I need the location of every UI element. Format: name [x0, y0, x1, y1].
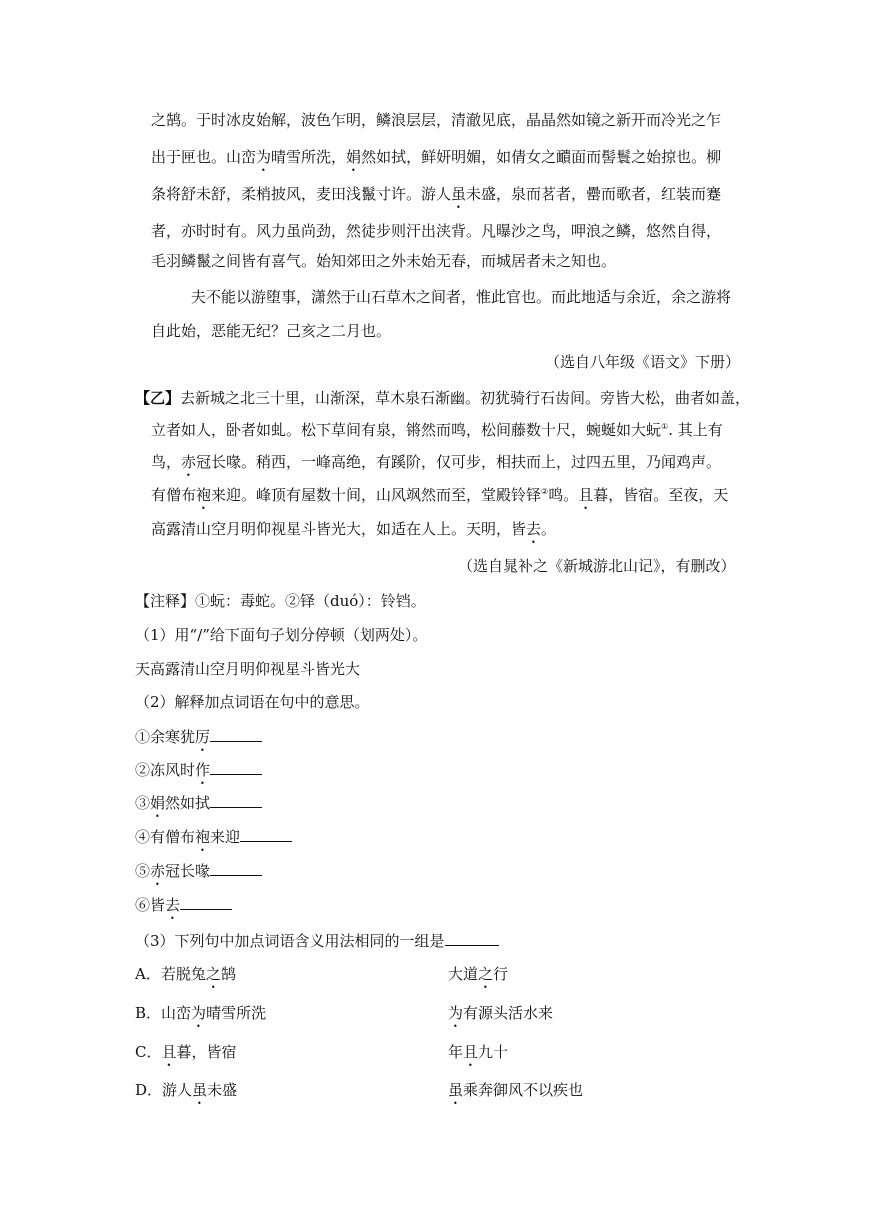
passage-jia-line [151, 184, 721, 212]
source-citation: （选自晁补之《新城游北山记》，有删改） [458, 557, 736, 575]
text-segment: 年 [448, 1043, 464, 1061]
dotted-word: 虽 [451, 185, 467, 203]
text-segment: 九十 [478, 1043, 509, 1061]
text-segment: 皆 [150, 896, 166, 914]
item-number: ⑥ [135, 896, 151, 914]
dotted-word: 为 [191, 1004, 207, 1022]
passage-jia-para2: 自此始，恶能无纪？己亥之二月也。 [151, 322, 392, 340]
dotted-word: 赤 [181, 453, 197, 471]
dotted-word: 虽 [448, 1081, 464, 1099]
passage-yi-line [151, 519, 556, 547]
dotted-word: 袍 [195, 828, 211, 846]
item-number: ⑤ [135, 862, 151, 880]
text-segment: 条将舒未舒，柔梢披风，麦田浅鬣寸许。游人 [151, 185, 452, 203]
answer-blank[interactable] [180, 895, 232, 910]
item-number: ③ [135, 794, 151, 812]
text-segment: 未盛 [207, 1081, 238, 1099]
text-segment: 若脱兔 [160, 965, 206, 983]
text-segment: 乘奔御风不以疾也 [463, 1081, 584, 1099]
passage-yi-line [151, 420, 723, 440]
dotted-word: 且 [161, 1043, 177, 1061]
text-segment: 有源头活水来 [463, 1004, 554, 1022]
item-number: ② [135, 761, 151, 779]
option-d[interactable] [135, 1080, 655, 1108]
passage-jia-line [151, 147, 721, 175]
text-segment: 来迎 [210, 828, 241, 846]
option-letter: D． [135, 1081, 163, 1099]
item-number: ④ [135, 828, 151, 846]
dotted-word: 虽 [192, 1081, 208, 1099]
answer-blank[interactable] [240, 827, 292, 842]
option-letter: B． [135, 1004, 162, 1022]
question-1-sentence: 天高露清山空月明仰视星斗皆光大 [135, 660, 361, 678]
text-segment: 暮，皆宿 [176, 1043, 237, 1061]
dotted-word: 娟 [346, 148, 362, 166]
passage-yi-line [151, 485, 728, 513]
text-segment: . 其上有 [668, 421, 723, 439]
passage-yi-line [135, 388, 750, 408]
passage-jia-para2: 夫不能以游堕事，潇然于山石草木之间者，惟此官也。而此地适与余近，余之游将 [191, 288, 732, 306]
text-segment: 冠长喙 [165, 862, 211, 880]
option-right-phrase [448, 1080, 583, 1108]
text-segment: 未盛，泉而茗者，罍而歌者，红装而蹇 [466, 185, 722, 203]
vocab-item [135, 760, 262, 788]
dotted-word: 娟 [150, 794, 166, 812]
text-segment: 去新城之北三十里，山渐深，草木泉石渐幽。初犹骑行石齿间。旁皆大松，曲者如盖， [180, 389, 751, 407]
option-a[interactable] [135, 964, 655, 992]
question-3-prompt [135, 931, 499, 951]
text-segment: 然如拭，鲜妍明媚，如倩女之靧面而髻鬟之始掠也。柳 [361, 148, 722, 166]
text-segment: 晴雪所洗， [271, 148, 347, 166]
text-segment: 有僧布 [150, 828, 196, 846]
dotted-word: 去 [165, 896, 181, 914]
dotted-word: 去 [526, 520, 542, 538]
text-segment: 山峦 [161, 1004, 192, 1022]
annotation-notes: 【注释】①蚖：毒蛇。②铎（duó）：铃铛。 [135, 592, 426, 610]
text-segment: 。 [541, 520, 557, 538]
dotted-word: 作 [195, 761, 211, 779]
dotted-word: 之 [205, 965, 221, 983]
text-segment: 晴雪所洗 [206, 1004, 267, 1022]
text-segment: 立者如人，卧者如虬。松下草间有泉，锵然而鸣，松间藤数十尺，蜿蜒如大蚖 [151, 421, 662, 439]
prompt-text: （3）下列句中加点词语含义用法相同的一组是 [135, 932, 445, 950]
text-segment: 冠长喙。稍西，一峰高绝，有蹊阶，仅可步，相扶而上，过四五里，乃闻鸡声。 [196, 453, 722, 471]
item-number: ① [135, 728, 151, 746]
footnote-marker: ① [661, 422, 669, 431]
text-segment: 然如拭 [165, 794, 211, 812]
option-b[interactable] [135, 1003, 655, 1031]
vocab-item [135, 727, 262, 755]
vocab-item [135, 793, 262, 821]
dotted-word: 为 [256, 148, 272, 166]
vocab-item [135, 895, 232, 923]
option-letter: A． [135, 965, 161, 983]
text-segment: 鹄 [220, 965, 236, 983]
option-right-phrase [448, 964, 508, 992]
answer-blank[interactable] [445, 931, 499, 946]
vocab-item [135, 861, 262, 889]
question-1-prompt: （1）用“/”给下面句子划分停顿（划两处）。 [135, 626, 428, 644]
dotted-word: 厉 [195, 728, 211, 746]
text-segment: 鸣。 [548, 486, 579, 504]
answer-blank[interactable] [210, 861, 262, 876]
text-segment: 冻风时 [150, 761, 196, 779]
passage-yi-line [151, 452, 721, 480]
option-right-phrase [448, 1003, 553, 1031]
vocab-item [135, 827, 292, 855]
dotted-word: 袍 [196, 486, 212, 504]
footnote-marker: ② [541, 487, 549, 496]
option-c[interactable] [135, 1042, 655, 1070]
passage-jia-line: 者，亦时时有。风力虽尚劲，然徒步则汗出浃背。凡曝沙之鸟，呷浪之鳞，悠然自得， [151, 222, 722, 240]
text-segment: 游人 [162, 1081, 193, 1099]
answer-blank[interactable] [210, 727, 262, 742]
text-segment: 行 [493, 965, 509, 983]
source-citation: （选自八年级《语文》下册） [545, 353, 741, 371]
passage-yi-label: 【乙】 [135, 389, 181, 407]
dotted-word: 之 [478, 965, 494, 983]
option-letter: C． [135, 1043, 162, 1061]
text-segment: 暮，皆宿。至夜，天 [593, 486, 729, 504]
text-segment: 余寒犹 [150, 728, 196, 746]
text-segment: 大道 [448, 965, 479, 983]
text-segment: 来迎。峰顶有屋数十间，山风飒然而至，堂殿铃铎 [211, 486, 542, 504]
passage-jia-line: 毛羽鳞鬣之间皆有喜气。始知郊田之外未始无春，而城居者未之知也。 [151, 252, 617, 270]
text-segment: 出于匣也。山峦 [151, 148, 257, 166]
text-segment: 鸟， [151, 453, 182, 471]
answer-blank[interactable] [210, 760, 262, 775]
text-segment: 高露清山空月明仰视星斗皆光大，如适在人上。天明，皆 [151, 520, 527, 538]
dotted-word: 赤 [150, 862, 166, 880]
dotted-word: 且 [463, 1043, 479, 1061]
option-right-phrase [448, 1042, 508, 1070]
question-2-prompt: （2）解释加点词语在句中的意思。 [135, 693, 370, 711]
passage-jia-line: 之鹄。于时冰皮始解，波色乍明，鳞浪层层，清澈见底，晶晶然如镜之新开而冷光之乍 [151, 111, 722, 129]
answer-blank[interactable] [210, 793, 262, 808]
dotted-word: 且 [578, 486, 594, 504]
dotted-word: 为 [448, 1004, 464, 1022]
text-segment: 有僧布 [151, 486, 197, 504]
